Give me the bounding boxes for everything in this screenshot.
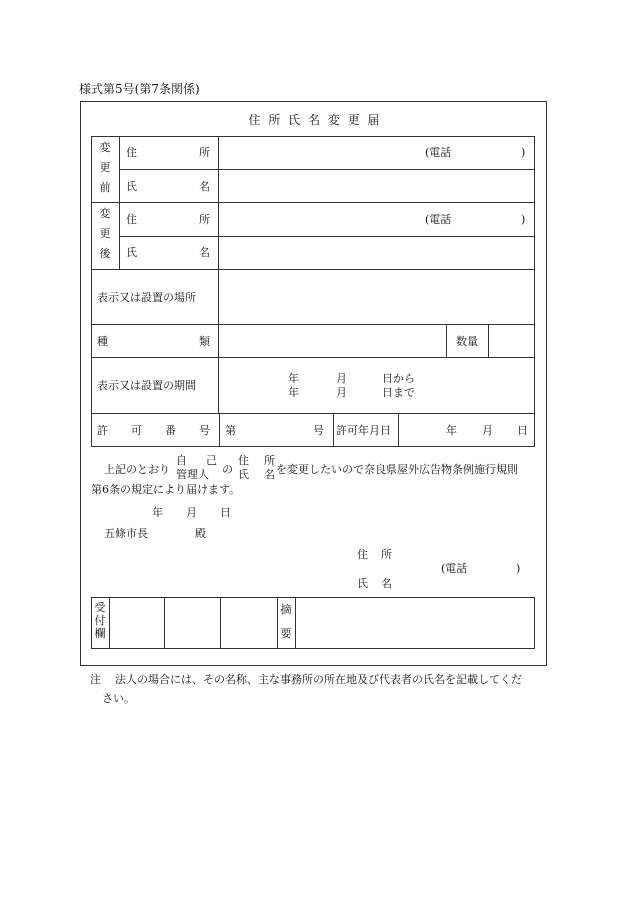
location-label: 表示又は設置の場所 (97, 291, 196, 304)
period-year-to: 年 (288, 386, 299, 399)
applicant-name-label-b: 名 (381, 577, 392, 590)
after-phone-open: (電話 (425, 213, 452, 226)
period-year-from: 年 (288, 372, 299, 385)
permit-label-3: 番 (165, 424, 176, 437)
permit-date-month: 月 (482, 424, 493, 437)
statement-option-self-b: 己 (206, 454, 217, 467)
period-label: 表示又は設置の期間 (97, 379, 196, 392)
permit-label-4: 号 (199, 424, 210, 437)
after-address-label-a: 住 (126, 213, 137, 226)
before-phone-close: ) (521, 146, 526, 159)
statement-option-name-a: 氏 (238, 468, 249, 481)
statement-option-address-a: 住 (238, 454, 249, 467)
receipt-table (91, 597, 535, 649)
form-title: 住 所 氏 名 変 更 届 (248, 113, 382, 127)
quantity-label: 数量 (456, 335, 478, 348)
permit-date-label: 許可年月日 (336, 424, 391, 437)
applicant-address-label-a: 住 (357, 548, 368, 561)
date-month: 月 (186, 506, 197, 519)
note-line-1: 法人の場合には、その名称、主な事務所の所在地及び代表者の氏名を記載してくだ (115, 673, 522, 686)
form-number: 様式第5号(第7条関係) (79, 82, 200, 96)
permit-date-year: 年 (446, 424, 457, 437)
before-name-label-b: 名 (199, 180, 210, 193)
after-name-label-b: 名 (199, 246, 210, 259)
date-year: 年 (152, 506, 163, 519)
before-address-label-a: 住 (126, 146, 137, 159)
after-address-label-b: 所 (199, 213, 210, 226)
statement-rest: を変更したいので奈良県屋外広告物条例施行規則 (276, 463, 518, 476)
receipt-label: 受 付 欄 (94, 601, 106, 640)
type-label-b: 類 (199, 335, 210, 348)
statement-option-self-a: 自 (176, 454, 187, 467)
permit-date-day: 日 (517, 424, 528, 437)
after-group-label: 変 更 後 (99, 207, 111, 260)
statement-line-2: 第6条の規定により届けます。 (91, 483, 241, 496)
after-phone-close: ) (521, 213, 526, 226)
statement-particle: の (222, 463, 233, 476)
before-name-label-a: 氏 (126, 180, 137, 193)
statement-start: 上記のとおり (104, 463, 170, 476)
permit-label-1: 許 (97, 424, 108, 437)
note-line-2: さい。 (102, 692, 135, 705)
note-prefix: 注 (90, 673, 101, 686)
statement-option-address-b: 所 (264, 454, 275, 467)
period-month-from: 月 (336, 372, 347, 385)
before-address-label-b: 所 (199, 146, 210, 159)
applicant-phone-close: ) (516, 562, 521, 575)
summary-label: 摘 要 (280, 603, 292, 640)
permit-no-suffix: 号 (313, 424, 324, 437)
period-month-to: 月 (336, 386, 347, 399)
period-day-from: 日から (382, 372, 415, 385)
period-day-to: 日まで (382, 386, 415, 399)
addressee: 五條市長 (104, 527, 148, 540)
statement-option-name-b: 名 (264, 468, 275, 481)
statement-option-manager: 管理人 (176, 468, 209, 481)
type-label-a: 種 (97, 335, 108, 348)
before-phone-open: (電話 (425, 146, 452, 159)
applicant-phone-open: (電話 (441, 562, 468, 575)
applicant-address-label-b: 所 (381, 548, 392, 561)
after-name-label-a: 氏 (126, 246, 137, 259)
permit-no-prefix: 第 (225, 424, 236, 437)
honorific: 殿 (195, 527, 206, 540)
before-group-label: 変 更 前 (99, 141, 111, 194)
permit-label-2: 可 (131, 424, 142, 437)
date-day: 日 (220, 506, 231, 519)
applicant-name-label-a: 氏 (357, 577, 368, 590)
